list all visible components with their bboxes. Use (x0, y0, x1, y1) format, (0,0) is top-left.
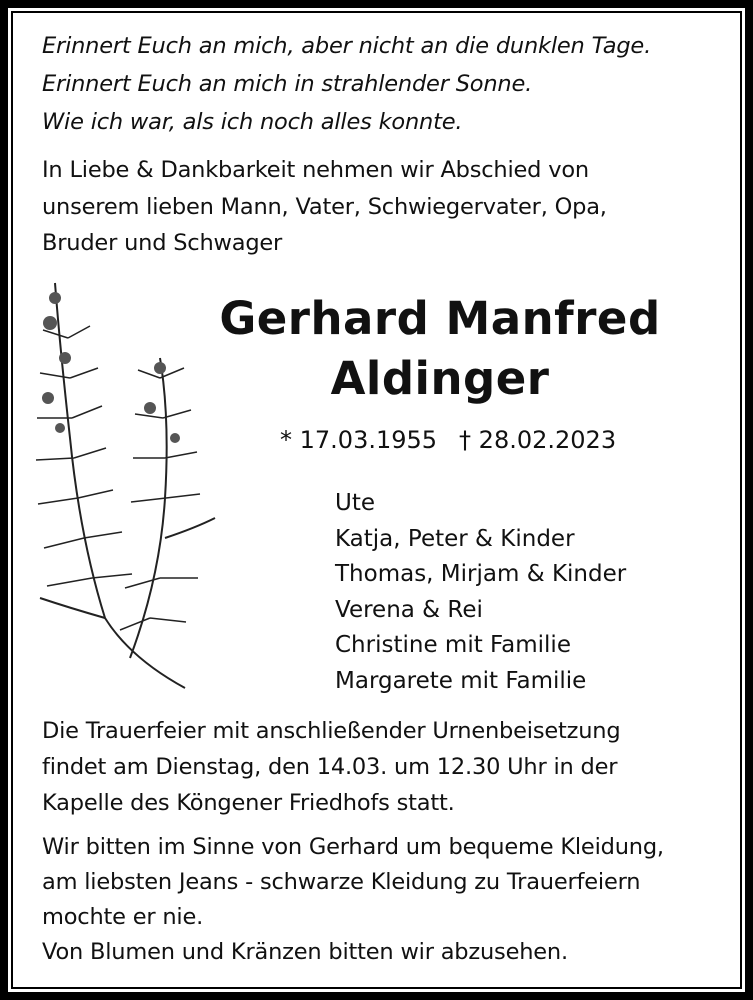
deceased-name-last: Aldinger (330, 352, 550, 405)
mourner: Verena & Rei (335, 597, 483, 623)
poem-line: Erinnert Euch an mich, aber nicht an die dunklen Tage. (42, 33, 652, 59)
mourner: Christine mit Familie (335, 632, 571, 658)
mourner: Ute (335, 490, 376, 516)
death-date: † 28.02.2023 (459, 426, 617, 454)
intro-line: In Liebe & Dankbarkeit nehmen wir Abschied von (42, 157, 589, 183)
intro-line: unserem lieben Mann, Vater, Schwiegervater, Opa, (42, 194, 607, 220)
life-dates (280, 426, 638, 454)
mourner: Margarete mit Familie (335, 668, 587, 694)
ceremony-line: Die Trauerfeier mit anschließender Urnenbeisetzung (42, 718, 621, 744)
intro-line: Bruder und Schwager (42, 230, 283, 256)
request-line: am liebsten Jeans - schwarze Kleidung zu Trauerfeiern (42, 869, 641, 895)
ceremony-line: findet am Dienstag, den 14.03. um 12.30 Uhr in der (42, 754, 618, 780)
poem-line: Erinnert Euch an mich in strahlender Sonne. (42, 71, 533, 97)
poem-line: Wie ich war, als ich noch alles konnte. (42, 109, 463, 135)
request-line: mochte er nie. (42, 904, 204, 930)
birth-date: * 17.03.1955 (280, 426, 438, 454)
mourner: Katja, Peter & Kinder (335, 526, 575, 552)
request-line: Von Blumen und Kränzen bitten wir abzusehen. (42, 939, 568, 965)
request-line: Wir bitten im Sinne von Gerhard um bequeme Kleidung, (42, 834, 664, 860)
ceremony-line: Kapelle des Köngener Friedhofs statt. (42, 790, 455, 816)
mourner: Thomas, Mirjam & Kinder (335, 561, 627, 587)
deceased-name-first: Gerhard Manfred (219, 292, 661, 345)
